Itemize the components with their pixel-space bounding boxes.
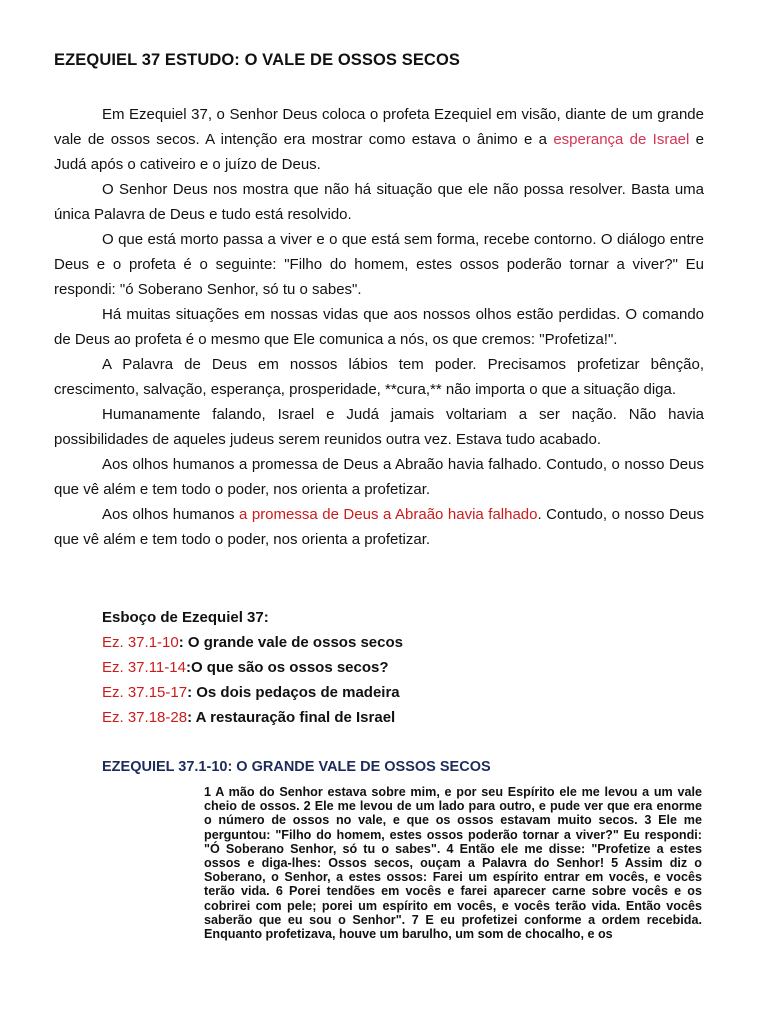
outline-item — [102, 655, 403, 680]
outline-ref-link[interactable]: Ez. 37.15-17 — [102, 684, 188, 701]
promessa-abraao-link[interactable]: a promessa de Deus a Abraão havia falhado — [238, 506, 538, 523]
paragraph-8-text-b: . Contudo, o nosso Deus que vê além e tem todo o poder, nos orienta a profetizar. — [54, 506, 704, 548]
paragraph-8-text-a: Aos olhos humanos — [102, 506, 239, 523]
outline-title: Esboço de Ezequiel 37: — [102, 609, 269, 626]
outline-separator: : — [187, 684, 197, 701]
paragraph-5: A Palavra de Deus em nossos lábios tem poder. Precisamos profetizar bênção, crescimento, salvação, esperança, prosperidade, **cura,** não importa o que a situação diga. — [54, 356, 704, 398]
outline-ref-link[interactable]: Ez. 37.11-14 — [102, 659, 186, 676]
outline-list — [102, 630, 403, 730]
outline-item — [102, 680, 403, 705]
section-heading: EZEQUIEL 37.1-10: O GRANDE VALE DE OSSOS SECOS — [102, 759, 491, 775]
paragraph-1 — [54, 102, 704, 177]
outline-ref-link[interactable]: Ez. 37.18-28 — [102, 709, 188, 726]
article-body — [54, 102, 704, 552]
esperanca-de-israel-link[interactable]: esperança de Israel — [553, 131, 690, 148]
outline-topic: O que são os ossos secos? — [190, 659, 389, 676]
paragraph-6: Humanamente falando, Israel e Judá jamais voltariam a ser nação. Não havia possibilidades de aqueles judeus serem reunidos outra vez. Estava tudo acabado. — [54, 406, 704, 448]
outline-item — [102, 630, 403, 655]
outline-item — [102, 705, 403, 730]
paragraph-1-text-a: Em Ezequiel 37, o Senhor Deus coloca o profeta Ezequiel em visão, diante de um grande vale de ossos secos. A intenção era mostrar como estava o ânimo e a — [54, 106, 704, 148]
paragraph-4: Há muitas situações em nossas vidas que aos nossos olhos estão perdidas. O comando de Deus ao profeta é o mesmo que Ele comunica a nós, os que cremos: "Profetiza!". — [54, 306, 704, 348]
paragraph-7: Aos olhos humanos a promessa de Deus a Abraão havia falhado. Contudo, o nosso Deus que vê além e tem todo o poder, nos orienta a profetizar. — [54, 456, 704, 498]
outline-section — [102, 605, 403, 730]
scripture-passage: 1 A mão do Senhor estava sobre mim, e por seu Espírito ele me levou a um vale cheio de ossos. 2 Ele me levou de um lado para outro, e pude ver que era enorme o número de ossos no vale, e que os ossos estavam muito secos. 3 Ele me perguntou: "Filho do homem, estes ossos poderão tornar a viver?" Eu respondi: "Ó Soberano Senhor, só tu o sabes". 4 Então ele me disse: "Profetize a estes ossos e diga-lhes: Ossos secos, ouçam a Palavra do Senhor! 5 Assim diz o Soberano, o Senhor, a estes ossos: Farei um espírito entrar em vocês, e vocês terão vida. 6 Porei tendões em vocês e farei aparecer carne sobre vocês e os cobrirei com pele; porei um espírito em vocês, e vocês terão vida. Então vocês saberão que eu sou o Senhor". 7 E eu profetizei conforme a ordem recebida. Enquanto profetizava, houve um barulho, um som de chocalho, e os — [204, 785, 702, 942]
outline-separator: : — [178, 634, 188, 651]
page-title: EZEQUIEL 37 ESTUDO: O VALE DE OSSOS SECOS — [54, 51, 460, 69]
paragraph-3: O que está morto passa a viver e o que está sem forma, recebe contorno. O diálogo entre Deus e o profeta é o seguinte: "Filho do homem, estes ossos poderão tornar a viver?" Eu respondi: "ó Soberano Senhor, só tu o sabes". — [54, 231, 704, 298]
outline-separator: : — [185, 659, 191, 676]
paragraph-8 — [54, 502, 704, 552]
outline-separator: : — [187, 709, 196, 726]
paragraph-1-text-b: e Judá após o cativeiro e o juízo de Deus. — [54, 131, 705, 173]
outline-ref-link[interactable]: Ez. 37.1-10 — [102, 634, 179, 651]
paragraph-2: O Senhor Deus nos mostra que não há situação que ele não possa resolver. Basta uma única Palavra de Deus e tudo está resolvido. — [54, 181, 704, 223]
outline-topic: Os dois pedaços de madeira — [196, 684, 400, 701]
outline-topic: O grande vale de ossos secos — [187, 634, 403, 651]
outline-topic: A restauração final de Israel — [195, 709, 396, 726]
